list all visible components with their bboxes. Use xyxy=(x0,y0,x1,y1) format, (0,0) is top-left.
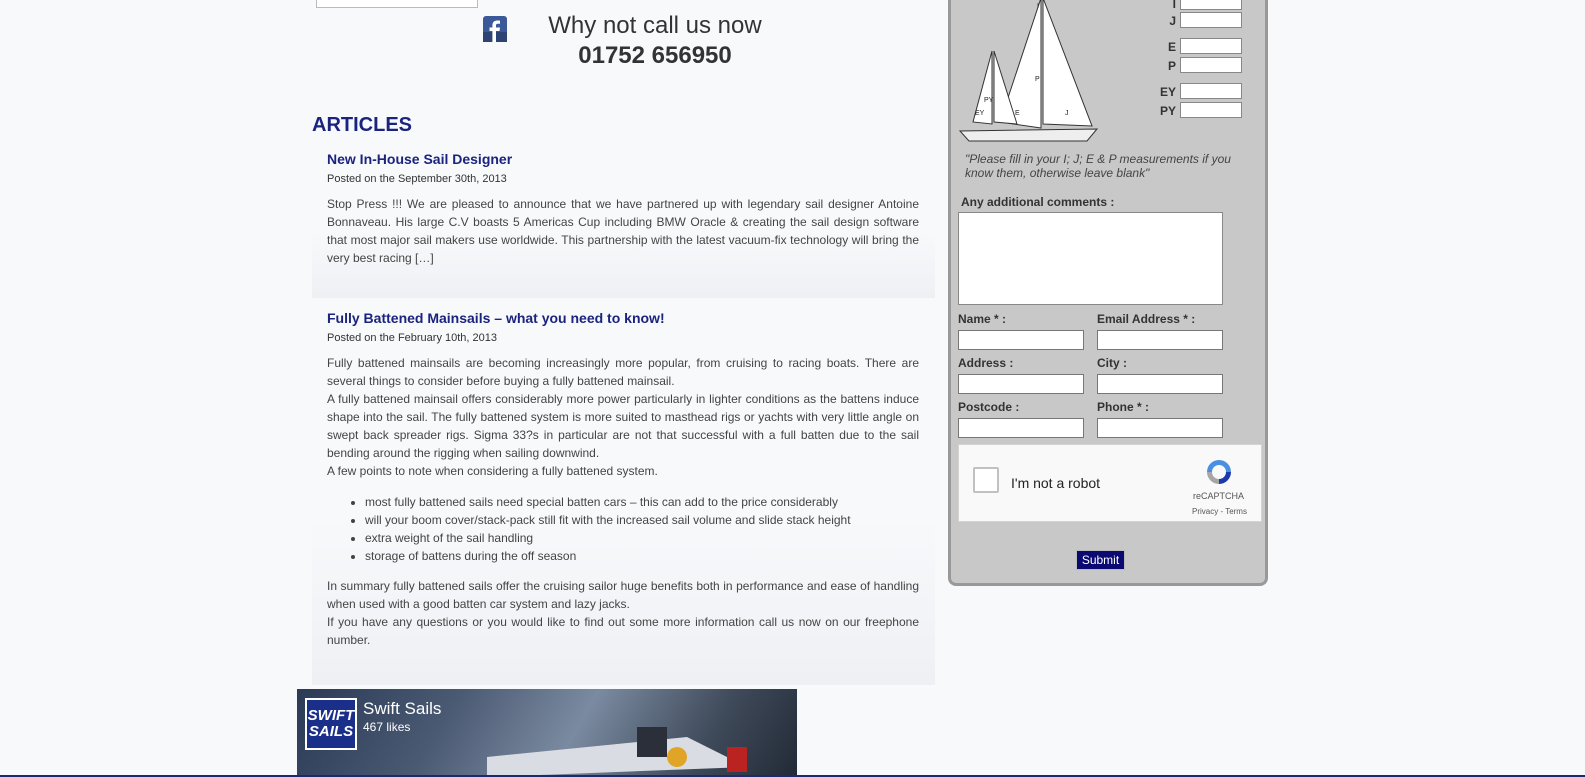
address-label: Address : xyxy=(958,356,1014,370)
submit-button[interactable]: Submit xyxy=(1076,550,1125,570)
article-paragraph: In summary fully battened sails offer the cruising sailor huge benefits both in performance and ease of handling when used with a good batten car system and lazy jacks. xyxy=(327,579,919,611)
diagram-label: EY xyxy=(975,110,985,117)
measure-ey-input[interactable] xyxy=(1180,83,1242,99)
article-posted-date: Posted on the September 30th, 2013 xyxy=(327,173,507,185)
diagram-label: PY xyxy=(984,97,994,104)
facebook-likes-count: 467 likes xyxy=(363,720,411,734)
postcode-field[interactable] xyxy=(958,418,1084,438)
recaptcha-privacy-terms-link[interactable]: Privacy - Terms xyxy=(1192,507,1247,516)
recaptcha-brand: reCAPTCHA xyxy=(1193,491,1245,501)
facebook-page-widget[interactable] xyxy=(297,689,797,777)
recaptcha-widget xyxy=(958,444,1262,522)
measure-label-e: E xyxy=(1167,40,1176,54)
facebook-page-name[interactable]: Swift Sails xyxy=(363,699,442,718)
recaptcha-checkbox[interactable] xyxy=(973,467,999,493)
diagram-label: E xyxy=(1015,110,1020,117)
measure-label-i: I xyxy=(1172,0,1176,11)
postcode-label: Postcode : xyxy=(958,400,1020,414)
diagram-label: P xyxy=(1035,76,1040,83)
article-title-link[interactable]: Fully Battened Mainsails – what you need to know! xyxy=(327,310,665,326)
measure-i-input[interactable] xyxy=(1180,0,1242,10)
measure-e-input[interactable] xyxy=(1180,38,1242,54)
list-item: • extra weight of the sail handling xyxy=(365,529,919,547)
measure-label-ey: EY xyxy=(1159,85,1176,99)
address-field[interactable] xyxy=(958,374,1084,394)
name-label: Name * : xyxy=(958,312,1007,326)
article-paragraph: If you have any questions or you would like to find out some more information call us now on our freephone number. xyxy=(327,615,919,647)
email-label: Email Address * : xyxy=(1097,312,1196,326)
measure-label-j: J xyxy=(1169,14,1176,28)
article-card xyxy=(312,310,935,685)
list-item: • storage of battens during the off season xyxy=(365,547,919,565)
comments-textarea[interactable] xyxy=(958,212,1223,305)
measure-label-py: PY xyxy=(1159,104,1176,118)
article-bullet-list xyxy=(327,493,919,565)
diagram-label: J xyxy=(1065,110,1069,117)
city-field[interactable] xyxy=(1097,374,1223,394)
search-input[interactable] xyxy=(316,0,478,8)
sailing-photo xyxy=(487,727,787,777)
phone-label: Phone * : xyxy=(1097,400,1150,414)
email-field[interactable] xyxy=(1097,330,1223,350)
swift-sails-logo xyxy=(305,698,357,750)
diagram-label: I xyxy=(1037,3,1039,10)
name-field[interactable] xyxy=(958,330,1084,350)
articles-heading: ARTICLES xyxy=(312,114,412,136)
logo-line: SWIFT xyxy=(307,707,355,724)
recaptcha-logo-icon xyxy=(1202,457,1236,487)
city-label: City : xyxy=(1097,356,1127,370)
article-card xyxy=(312,151,935,298)
measure-p-input[interactable] xyxy=(1180,57,1242,73)
logo-line: SAILS xyxy=(308,723,354,740)
article-paragraph: A fully battened mainsail offers considerably more power particularly in lighter conditions as the battens induce shape into the sail. The fully battened system is more suited to masthead rigs or yachts with very little angle on swept back spreader rigs. Sigma 33?s in particular are not that successful with a full batten due to the sail bending around the rigging when sailing downwind. xyxy=(327,392,919,460)
article-posted-date: Posted on the February 10th, 2013 xyxy=(327,332,498,344)
call-phone-number: 01752 656950 xyxy=(578,42,732,69)
article-paragraph: A few points to note when considering a fully battened system. xyxy=(327,464,658,478)
measure-j-input[interactable] xyxy=(1180,12,1242,28)
phone-field[interactable] xyxy=(1097,418,1223,438)
list-item: • most fully battened sails need special batten cars – this can add to the price considerably xyxy=(365,493,919,511)
measure-py-input[interactable] xyxy=(1180,102,1242,118)
article-paragraph: Fully battened mainsails are becoming increasingly more popular, from cruising to racing boats. There are several things to consider before buying a fully battened mainsail. xyxy=(327,356,919,388)
list-item: • will your boom cover/stack-pack still fit with the increased sail volume and slide stack height xyxy=(365,511,919,529)
call-title: Why not call us now xyxy=(548,12,762,39)
measurement-hint: "Please fill in your I; J; E & P measurements if you know them, otherwise leave blank" xyxy=(965,152,1231,180)
comments-label: Any additional comments : xyxy=(961,195,1115,209)
sail-measurement-diagram xyxy=(957,0,1107,146)
recaptcha-label: I'm not a robot xyxy=(1011,475,1101,491)
measure-label-p: P xyxy=(1167,59,1176,73)
article-title-link[interactable]: New In-House Sail Designer xyxy=(327,151,513,167)
article-excerpt: Stop Press !!! We are pleased to announce that we have partnered up with legendary sail designer Antoine Bonnaveau. His large C.V boasts 5 Americas Cup including BMW Oracle & creating the sail design software that most major sail makers use worldwide. This partnership with the latest vacuum-fix technology will bring the very best racing […] xyxy=(327,197,919,265)
